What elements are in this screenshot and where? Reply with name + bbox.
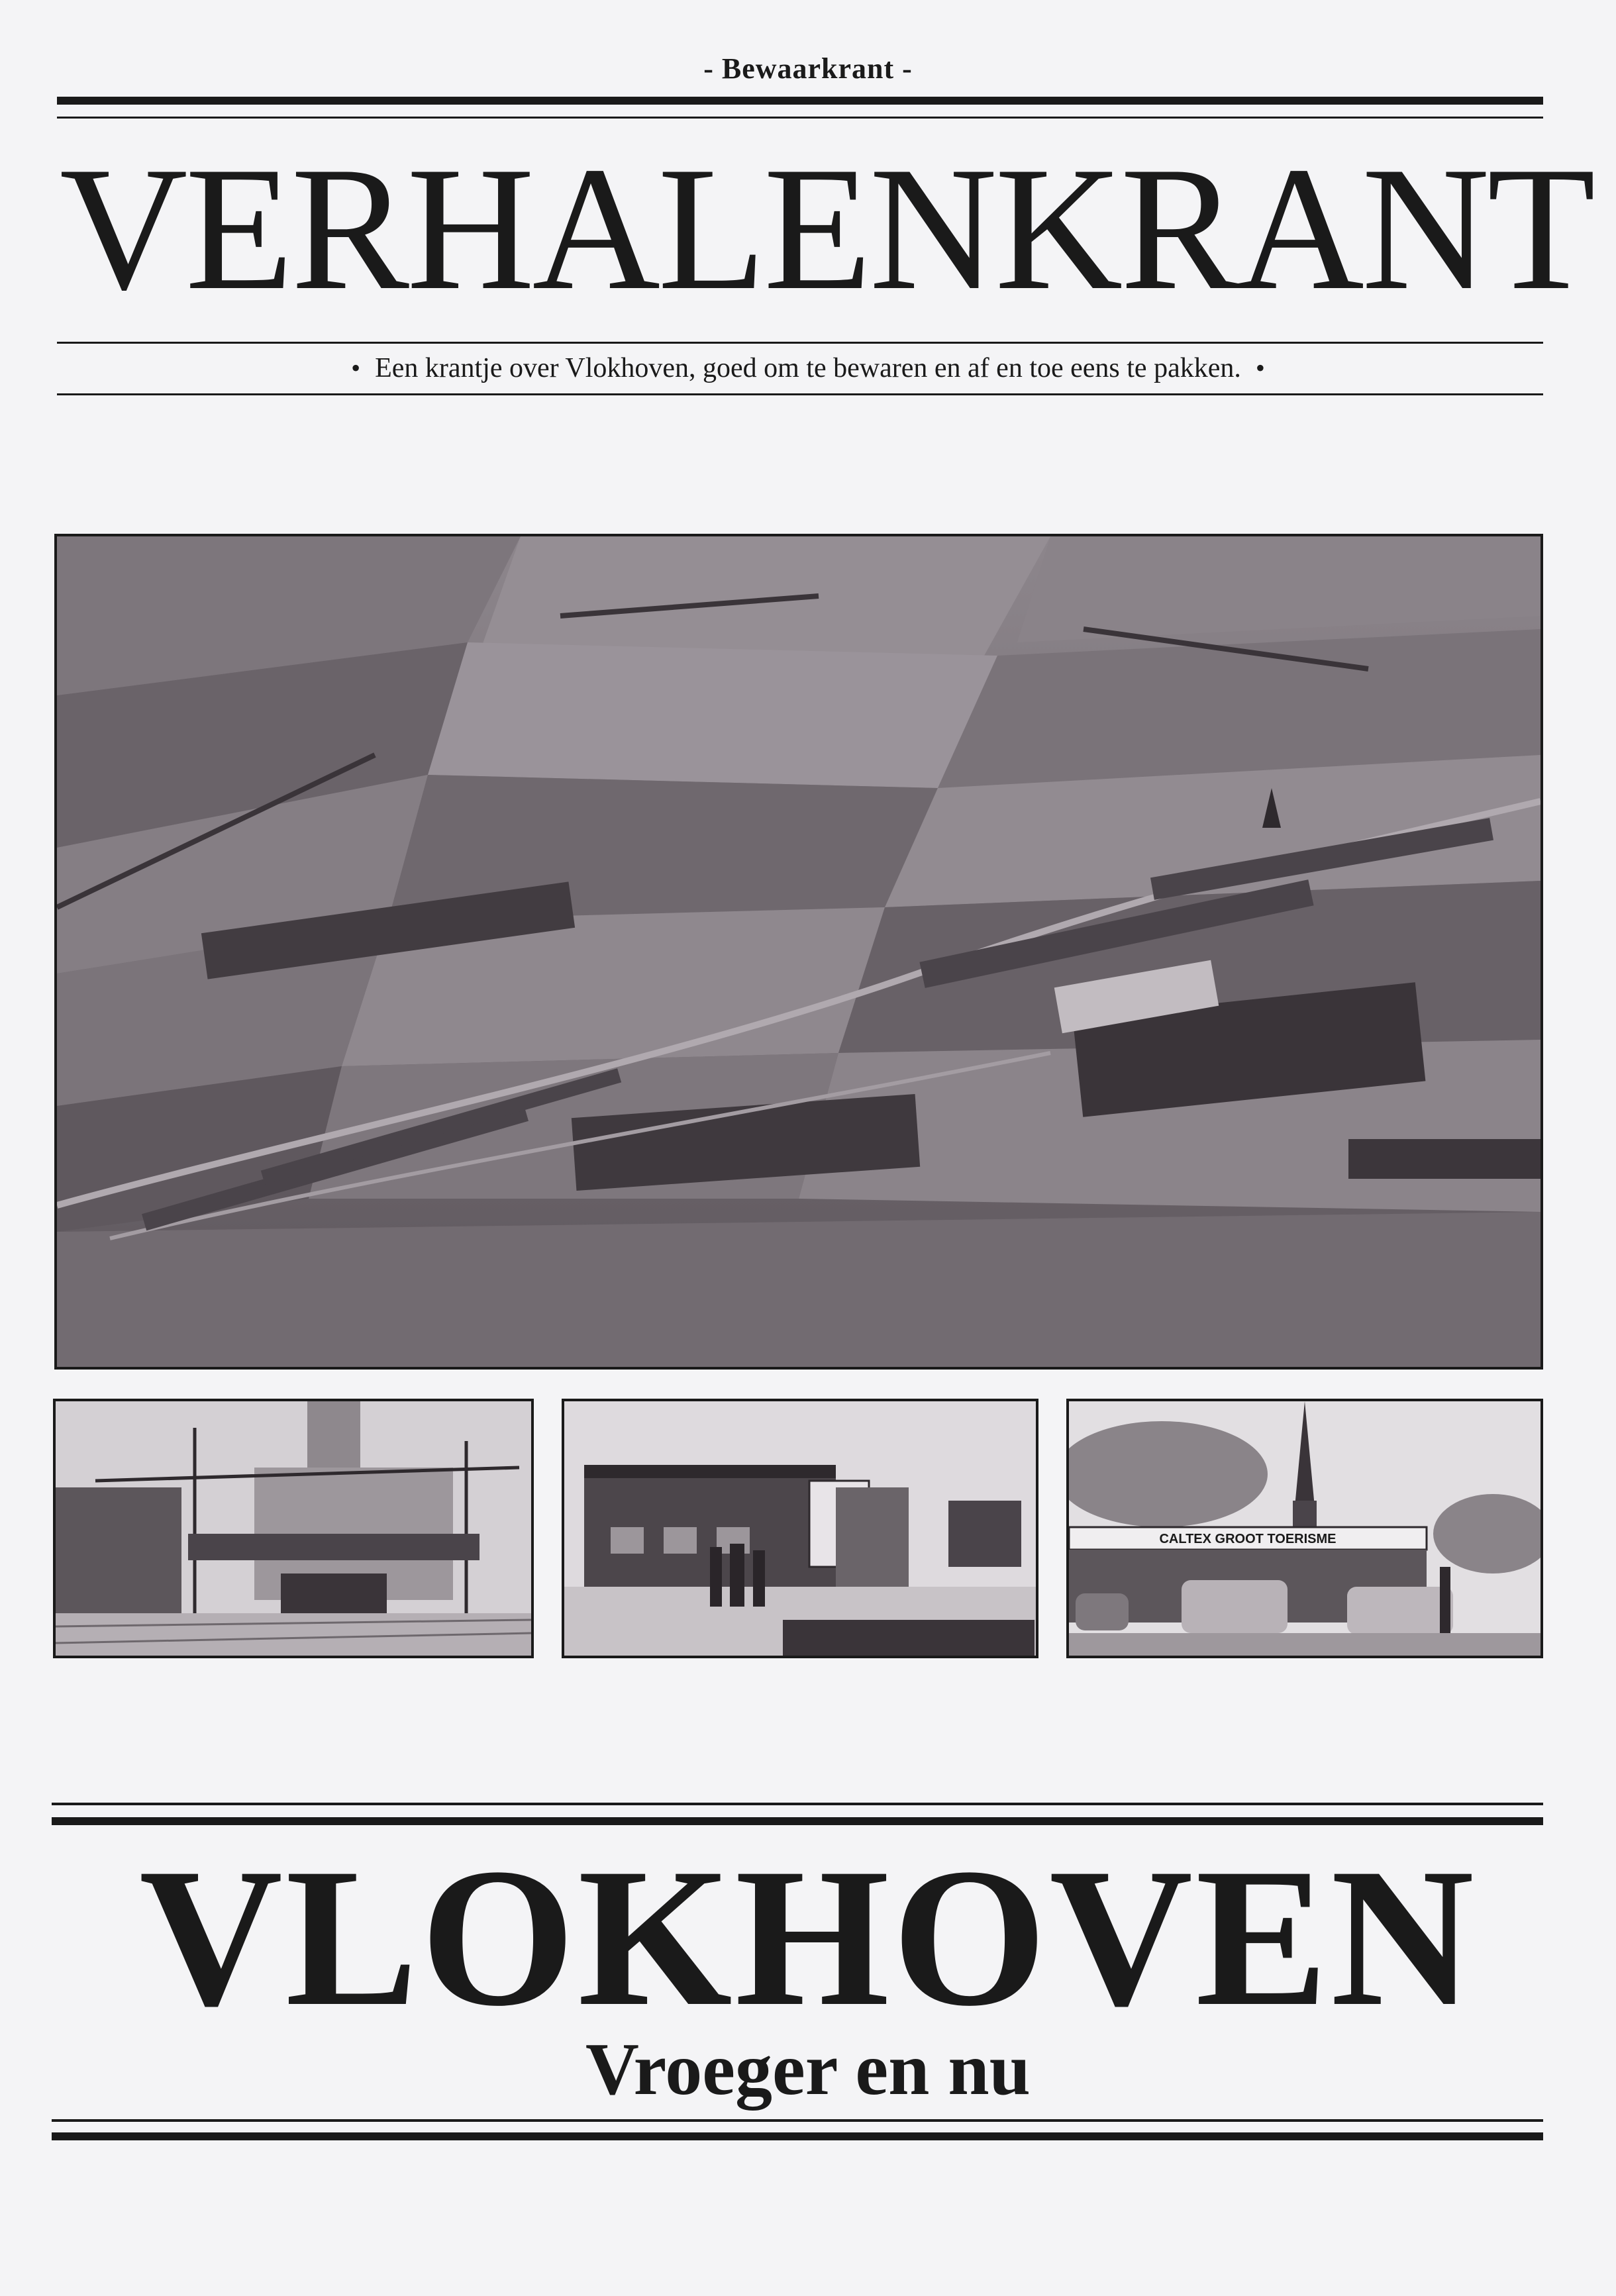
railway-station-photo xyxy=(53,1399,534,1658)
masthead: VERHALENKRANT xyxy=(60,130,1593,326)
aerial-photo-icon xyxy=(57,536,1540,1367)
street-corner-photo xyxy=(562,1399,1038,1658)
bullet-right-icon: • xyxy=(1255,353,1265,383)
tagline-rule-top xyxy=(57,342,1543,344)
railway-station-photo-icon xyxy=(56,1401,531,1656)
kicker: - Bewaarkrant - xyxy=(703,52,913,85)
footer-rule-top-thin xyxy=(52,1803,1543,1805)
garage-photo-icon xyxy=(1069,1401,1540,1656)
garage-sign-text: CALTEX GROOT TOERISME xyxy=(1159,1532,1337,1546)
footer-rule-bottom-thick xyxy=(52,2132,1543,2140)
top-rule-thick xyxy=(57,97,1543,105)
bullet-left-icon: • xyxy=(351,353,361,383)
garage-photo xyxy=(1066,1399,1543,1658)
street-corner-photo-icon xyxy=(564,1401,1036,1656)
page-subtitle: Vroeger en nu xyxy=(585,2028,1031,2111)
tagline-rule-bottom xyxy=(57,393,1543,395)
aerial-photo xyxy=(54,534,1543,1370)
footer-rule-top-thick xyxy=(52,1817,1543,1825)
tagline xyxy=(0,352,1616,384)
page-title: VLOKHOVEN xyxy=(139,1827,1477,2047)
footer-rule-bottom-thin xyxy=(52,2119,1543,2122)
tagline-text: Een krantje over Vlokhoven, goed om te bewaren en af en toe eens te pakken. xyxy=(375,353,1241,383)
top-rule-thin xyxy=(57,117,1543,119)
